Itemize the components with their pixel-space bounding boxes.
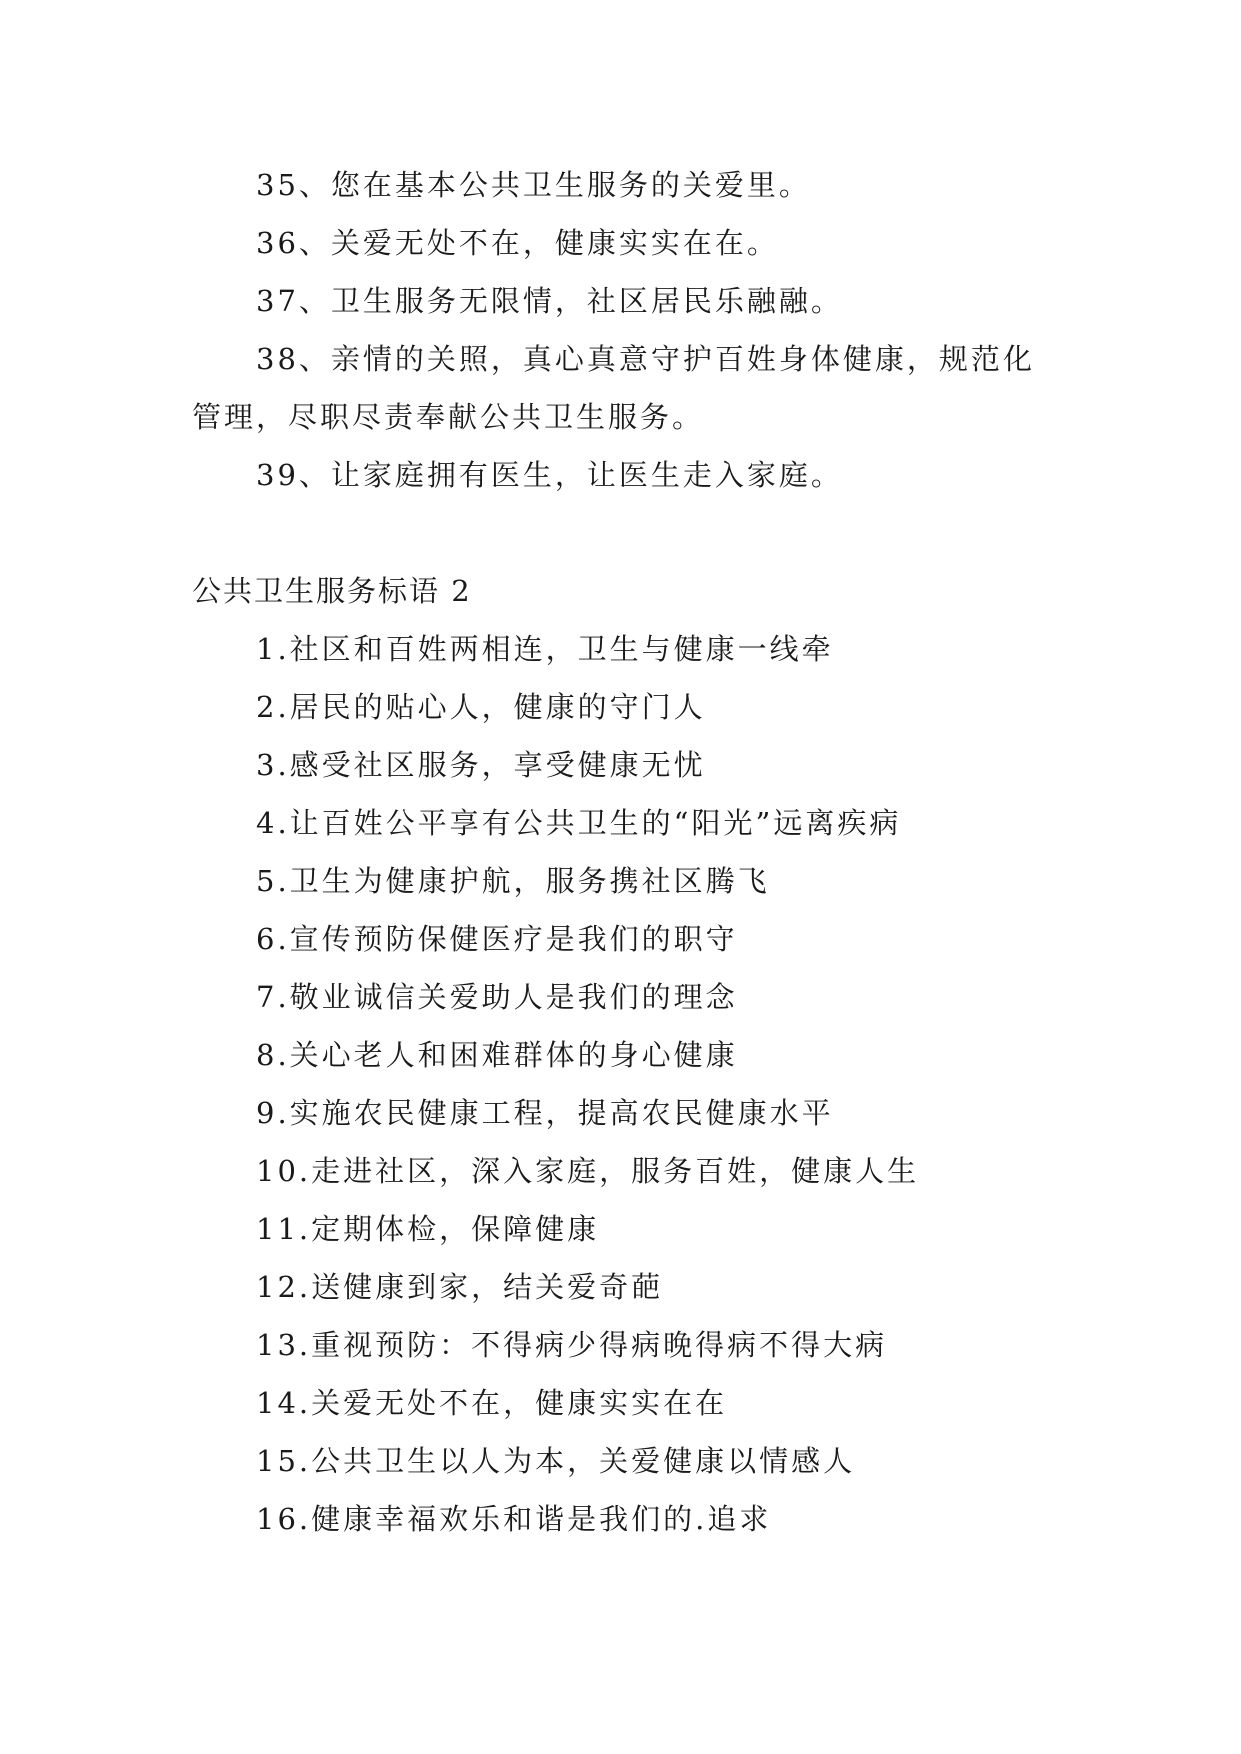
list-item: 13.重视预防：不得病少得病晚得病不得大病 <box>256 1328 888 1362</box>
list-item: 1.社区和百姓两相连，卫生与健康一线牵 <box>256 632 834 666</box>
paragraph-36: 36、关爱无处不在，健康实实在在。 <box>256 226 779 260</box>
list-item: 9.实施农民健康工程，提高农民健康水平 <box>256 1096 834 1130</box>
paragraph-35: 35、您在基本公共卫生服务的关爱里。 <box>256 168 811 202</box>
list-item: 14.关爱无处不在，健康实实在在 <box>256 1386 728 1420</box>
list-item: 10.走进社区，深入家庭，服务百姓，健康人生 <box>256 1154 920 1188</box>
section-heading: 公共卫生服务标语 2 <box>192 574 472 608</box>
list-item: 5.卫生为健康护航，服务携社区腾飞 <box>256 864 770 898</box>
paragraph-37: 37、卫生服务无限情，社区居民乐融融。 <box>256 284 843 318</box>
list-item: 15.公共卫生以人为本，关爱健康以情感人 <box>256 1444 856 1478</box>
list-item: 11.定期体检，保障健康 <box>256 1212 600 1246</box>
list-item: 8.关心老人和困难群体的身心健康 <box>256 1038 738 1072</box>
paragraph-38: 38、亲情的关照，真心真意守护百姓身体健康，规范化管理，尽职尽责奉献公共卫生服务。 <box>192 342 1035 434</box>
list-item: 16.健康幸福欢乐和谐是我们的.追求 <box>256 1502 772 1536</box>
list-item: 6.宣传预防保健医疗是我们的职守 <box>256 922 738 956</box>
list-item: 4.让百姓公平享有公共卫生的“阳光”远离疾病 <box>256 806 902 840</box>
paragraph-39: 39、让家庭拥有医生，让医生走入家庭。 <box>256 458 843 492</box>
list-item: 7.敬业诚信关爱助人是我们的理念 <box>256 980 738 1014</box>
list-item: 2.居民的贴心人，健康的守门人 <box>256 690 706 724</box>
list-item: 3.感受社区服务，享受健康无忧 <box>256 748 706 782</box>
list-item: 12.送健康到家，结关爱奇葩 <box>256 1270 664 1304</box>
